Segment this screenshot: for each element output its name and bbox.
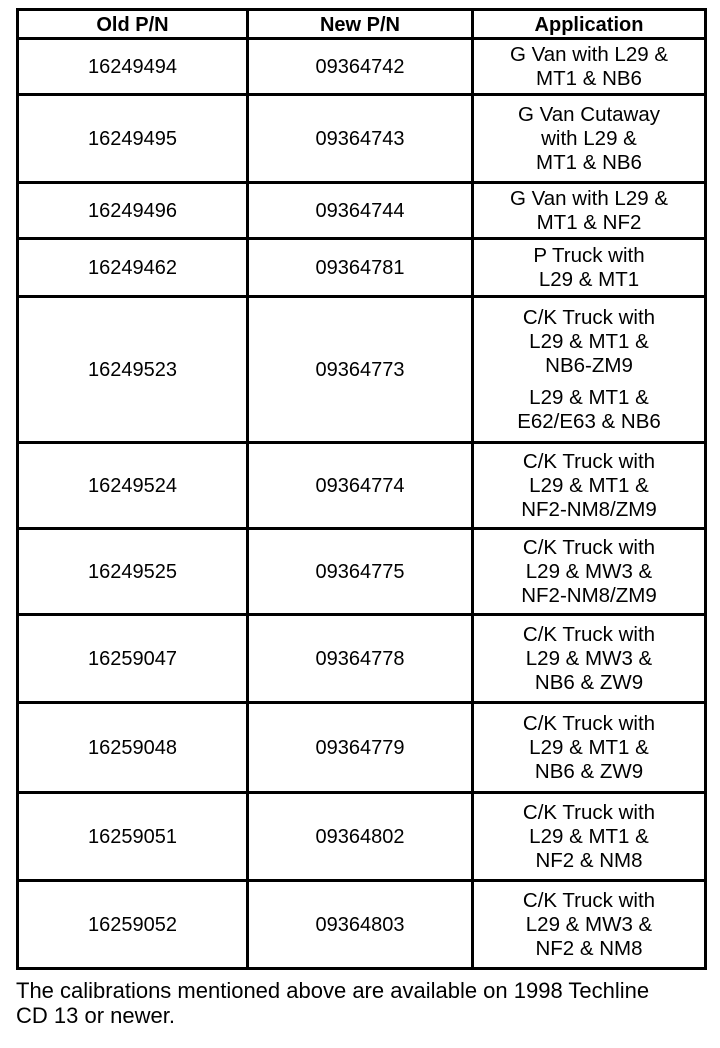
application-line: E62/E63 & NB6 (517, 409, 661, 433)
old-part-number: 16249495 (18, 95, 248, 183)
application-line: L29 & MW3 & (525, 646, 653, 670)
header-application: Application (473, 10, 706, 39)
application-line: P Truck with (533, 243, 645, 267)
header-old-pn: Old P/N (18, 10, 248, 39)
old-part-number: 16249494 (18, 39, 248, 95)
application-line: L29 & MT1 & (529, 735, 649, 759)
application-line: G Van with L29 & (509, 42, 668, 66)
application-cell (473, 793, 706, 881)
application-line: NB6 & ZW9 (534, 759, 644, 783)
application-line: C/K Truck with (522, 305, 656, 329)
old-part-number: 16249523 (18, 297, 248, 443)
application-cell (473, 39, 706, 95)
table-row (18, 615, 706, 703)
footnote: The calibrations mentioned above are available on 1998 Techline CD 13 or newer. (16, 978, 650, 1028)
new-part-number: 09364778 (248, 615, 473, 703)
new-part-number: 09364744 (248, 183, 473, 239)
new-part-number: 09364781 (248, 239, 473, 297)
application-cell (473, 183, 706, 239)
table-row (18, 95, 706, 183)
application-line: G Van with L29 & (509, 186, 668, 210)
old-part-number: 16249496 (18, 183, 248, 239)
table-row (18, 239, 706, 297)
new-part-number: 09364803 (248, 881, 473, 969)
application-line: L29 & MT1 (538, 267, 640, 291)
table-row (18, 703, 706, 793)
new-part-number: 09364774 (248, 443, 473, 529)
application-cell (473, 703, 706, 793)
application-line: NF2 & NM8 (535, 936, 643, 960)
application-line: C/K Truck with (522, 711, 656, 735)
application-cell (473, 239, 706, 297)
old-part-number: 16259052 (18, 881, 248, 969)
table-row (18, 39, 706, 95)
application-cell (473, 95, 706, 183)
application-cell (473, 443, 706, 529)
application-line: L29 & MT1 & (529, 473, 649, 497)
table-row (18, 529, 706, 615)
application-line: C/K Truck with (522, 449, 656, 473)
table-row (18, 881, 706, 969)
table-body (18, 39, 706, 969)
application-line: C/K Truck with (522, 622, 656, 646)
application-line: NB6-ZM9 (545, 353, 633, 377)
table-header-row (18, 10, 706, 39)
application-cell (473, 881, 706, 969)
old-part-number: 16259047 (18, 615, 248, 703)
table-row (18, 183, 706, 239)
application-line: G Van Cutaway (517, 102, 661, 126)
part-number-table (16, 8, 707, 970)
application-line: L29 & MT1 & (529, 329, 649, 353)
application-line: L29 & MT1 & (529, 824, 649, 848)
old-part-number: 16249525 (18, 529, 248, 615)
application-line: NB6 & ZW9 (534, 670, 644, 694)
application-line: with L29 & (541, 126, 637, 150)
new-part-number: 09364779 (248, 703, 473, 793)
application-line: NF2 & NM8 (535, 848, 643, 872)
new-part-number: 09364802 (248, 793, 473, 881)
application-line: NF2-NM8/ZM9 (521, 497, 657, 521)
table-row (18, 443, 706, 529)
application-cell (473, 297, 706, 443)
new-part-number: 09364775 (248, 529, 473, 615)
application-line: NF2-NM8/ZM9 (521, 583, 657, 607)
application-line: L29 & MW3 & (525, 559, 653, 583)
old-part-number: 16249462 (18, 239, 248, 297)
old-part-number: 16259051 (18, 793, 248, 881)
header-new-pn: New P/N (248, 10, 473, 39)
application-line: MT1 & NB6 (536, 66, 642, 90)
table-row (18, 793, 706, 881)
application-line: L29 & MT1 & (529, 385, 649, 409)
application-line: MT1 & NF2 (536, 210, 642, 234)
old-part-number: 16249524 (18, 443, 248, 529)
application-line: L29 & MW3 & (525, 912, 653, 936)
new-part-number: 09364742 (248, 39, 473, 95)
new-part-number: 09364773 (248, 297, 473, 443)
parts-document (16, 8, 704, 1028)
application-line: MT1 & NB6 (536, 150, 642, 174)
application-line: C/K Truck with (522, 888, 656, 912)
table-row (18, 297, 706, 443)
application-line: C/K Truck with (522, 800, 656, 824)
application-cell (473, 529, 706, 615)
application-line: C/K Truck with (522, 535, 656, 559)
application-cell (473, 615, 706, 703)
new-part-number: 09364743 (248, 95, 473, 183)
old-part-number: 16259048 (18, 703, 248, 793)
